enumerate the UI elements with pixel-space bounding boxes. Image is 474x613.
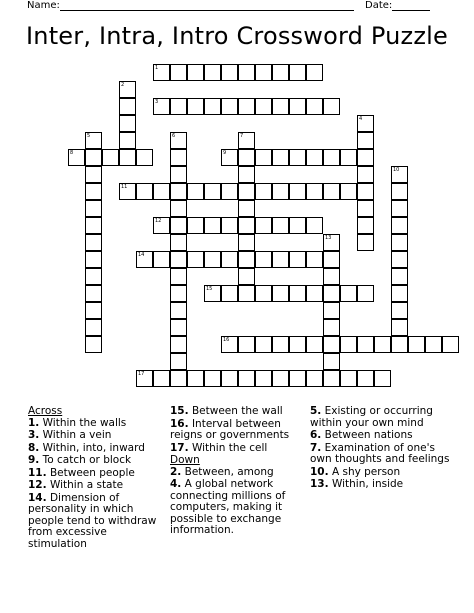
grid-cell[interactable] [238, 234, 255, 251]
clue-number: 15 [206, 286, 213, 292]
grid-cell[interactable] [170, 98, 187, 115]
grid-cell[interactable] [119, 149, 136, 166]
clue-item [170, 419, 306, 442]
clue-item [170, 467, 306, 479]
grid-cell[interactable] [136, 183, 153, 200]
grid-cell[interactable] [204, 251, 221, 268]
clue-item [28, 418, 168, 430]
grid-cell[interactable] [170, 200, 187, 217]
clue-item [28, 468, 168, 480]
clue-item-text: Within the cell [188, 441, 268, 454]
grid-cell[interactable] [374, 336, 391, 353]
clue-item [28, 455, 168, 467]
grid-cell[interactable] [289, 183, 306, 200]
grid-cell[interactable] [357, 234, 374, 251]
grid-cell[interactable] [221, 64, 238, 81]
grid-cell[interactable] [85, 302, 102, 319]
grid-cell[interactable] [323, 302, 340, 319]
clue-number: 8 [70, 150, 74, 156]
grid-cell[interactable] [85, 234, 102, 251]
grid-cell[interactable] [68, 149, 85, 166]
grid-cell[interactable] [153, 183, 170, 200]
grid-cell[interactable] [238, 336, 255, 353]
clue-item [28, 430, 168, 442]
page-title: Inter, Intra, Intro Crossword Puzzle [26, 22, 448, 50]
grid-cell[interactable] [391, 183, 408, 200]
clues-column-3 [310, 406, 450, 492]
grid-cell[interactable] [289, 251, 306, 268]
clue-number: 12 [155, 218, 162, 224]
clue-item-text: A global network connecting millions of computers, making it possible to exchange information. [170, 478, 286, 536]
grid-cell[interactable] [306, 64, 323, 81]
clue-number: 9 [223, 150, 227, 156]
grid-cell[interactable] [391, 251, 408, 268]
grid-cell[interactable] [306, 251, 323, 268]
grid-cell[interactable] [102, 149, 119, 166]
grid-cell[interactable] [170, 319, 187, 336]
grid-cell[interactable] [221, 217, 238, 234]
grid-cell[interactable] [238, 132, 255, 149]
grid-cell[interactable] [357, 149, 374, 166]
grid-cell[interactable] [238, 370, 255, 387]
grid-cell[interactable] [340, 183, 357, 200]
clue-number: 3 [155, 99, 159, 105]
grid-cell[interactable] [170, 285, 187, 302]
grid-cell[interactable] [221, 336, 238, 353]
grid-cell[interactable] [170, 353, 187, 370]
grid-cell[interactable] [255, 64, 272, 81]
grid-cell[interactable] [306, 336, 323, 353]
name-label: Name: [27, 0, 60, 11]
grid-cell[interactable] [170, 370, 187, 387]
grid-cell[interactable] [85, 217, 102, 234]
grid-cell[interactable] [170, 251, 187, 268]
grid-cell[interactable] [238, 217, 255, 234]
grid-cell[interactable] [255, 149, 272, 166]
clue-item-number: 1. [28, 416, 40, 429]
grid-cell[interactable] [323, 370, 340, 387]
clue-item [28, 443, 168, 455]
clue-item-number: 12. [28, 479, 47, 491]
clue-item-number: 9. [28, 454, 40, 466]
grid-cell[interactable] [357, 183, 374, 200]
grid-cell[interactable] [255, 98, 272, 115]
grid-cell[interactable] [170, 149, 187, 166]
clue-item-number: 11. [28, 466, 47, 479]
grid-cell[interactable] [170, 166, 187, 183]
grid-cell[interactable] [323, 98, 340, 115]
clue-item [170, 443, 306, 455]
grid-cell[interactable] [323, 285, 340, 302]
across-heading: Across [28, 405, 63, 417]
grid-cell[interactable] [340, 149, 357, 166]
clue-number: 16 [223, 337, 230, 343]
grid-cell[interactable] [221, 251, 238, 268]
grid-cell[interactable] [85, 132, 102, 149]
grid-cell[interactable] [323, 251, 340, 268]
grid-cell[interactable] [238, 268, 255, 285]
grid-cell[interactable] [119, 98, 136, 115]
grid-cell[interactable] [306, 285, 323, 302]
grid-cell[interactable] [85, 166, 102, 183]
clue-item-number: 3. [28, 429, 40, 441]
grid-cell[interactable] [238, 183, 255, 200]
grid-cell[interactable] [238, 285, 255, 302]
grid-cell[interactable] [272, 217, 289, 234]
grid-cell[interactable] [119, 183, 136, 200]
grid-cell[interactable] [221, 98, 238, 115]
grid-cell[interactable] [255, 183, 272, 200]
grid-cell[interactable] [306, 370, 323, 387]
clue-number: 2 [121, 82, 125, 88]
grid-cell[interactable] [289, 64, 306, 81]
grid-cell[interactable] [170, 336, 187, 353]
grid-cell[interactable] [136, 251, 153, 268]
grid-cell[interactable] [255, 285, 272, 302]
grid-cell[interactable] [170, 64, 187, 81]
clue-item-number: 16. [170, 417, 189, 430]
clue-item-text: Between, among [181, 465, 274, 478]
grid-cell[interactable] [153, 370, 170, 387]
grid-cell[interactable] [170, 132, 187, 149]
clue-item-text: Within a state [46, 479, 124, 491]
grid-cell[interactable] [357, 132, 374, 149]
grid-cell[interactable] [170, 183, 187, 200]
clues-column-2 [170, 406, 306, 538]
clue-item-number: 13. [310, 478, 329, 490]
grid-cell[interactable] [340, 336, 357, 353]
grid-cell[interactable] [323, 336, 340, 353]
grid-cell[interactable] [136, 149, 153, 166]
grid-cell[interactable] [357, 115, 374, 132]
grid-cell[interactable] [221, 183, 238, 200]
clue-item-text: Examination of one's own thoughts and feelings [310, 441, 450, 465]
clue-item [170, 406, 306, 418]
grid-cell[interactable] [340, 370, 357, 387]
grid-cell[interactable] [255, 217, 272, 234]
grid-cell[interactable] [289, 336, 306, 353]
clue-item-text: To catch or block [39, 454, 132, 466]
grid-cell[interactable] [391, 285, 408, 302]
grid-cell[interactable] [170, 268, 187, 285]
grid-cell[interactable] [85, 319, 102, 336]
grid-cell[interactable] [357, 370, 374, 387]
grid-cell[interactable] [357, 217, 374, 234]
grid-cell[interactable] [323, 183, 340, 200]
clue-item-number: 14. [28, 491, 47, 504]
grid-cell[interactable] [85, 268, 102, 285]
grid-cell[interactable] [391, 200, 408, 217]
grid-cell[interactable] [153, 64, 170, 81]
clue-number: 1 [155, 65, 159, 71]
clue-item [310, 443, 450, 466]
grid-cell[interactable] [323, 149, 340, 166]
grid-cell[interactable] [357, 285, 374, 302]
grid-cell[interactable] [289, 149, 306, 166]
grid-cell[interactable] [238, 149, 255, 166]
grid-cell[interactable] [238, 98, 255, 115]
grid-cell[interactable] [272, 285, 289, 302]
grid-cell[interactable] [442, 336, 459, 353]
grid-cell[interactable] [306, 183, 323, 200]
clue-item-text: Within, into, inward [39, 441, 145, 454]
grid-cell[interactable] [272, 183, 289, 200]
clue-number: 17 [138, 371, 145, 377]
grid-cell[interactable] [187, 98, 204, 115]
clue-item [28, 493, 168, 551]
clue-item-text: Within, inside [328, 478, 404, 490]
clue-item-number: 8. [28, 441, 40, 454]
clue-item-text: Between the wall [188, 405, 283, 417]
grid-cell[interactable] [221, 370, 238, 387]
clue-item-number: 2. [170, 465, 182, 478]
clue-item-number: 4. [170, 478, 182, 490]
clue-item [310, 479, 450, 491]
clue-item-text: Dimension of personality in which people tend to withdraw from excessive stimulation [28, 491, 157, 550]
clue-item-text: A shy person [328, 465, 401, 478]
grid-cell[interactable] [391, 217, 408, 234]
clue-item [170, 479, 306, 537]
clue-item-number: 6. [310, 429, 322, 441]
grid-cell[interactable] [425, 336, 442, 353]
clue-item-text: Between nations [321, 429, 413, 441]
grid-cell[interactable] [272, 251, 289, 268]
grid-cell[interactable] [119, 81, 136, 98]
grid-cell[interactable] [204, 370, 221, 387]
grid-cell[interactable] [306, 98, 323, 115]
grid-cell[interactable] [119, 115, 136, 132]
grid-cell[interactable] [238, 166, 255, 183]
grid-cell[interactable] [136, 370, 153, 387]
down-heading: Down [170, 454, 200, 466]
grid-cell[interactable] [204, 183, 221, 200]
grid-cell[interactable] [391, 319, 408, 336]
grid-cell[interactable] [85, 251, 102, 268]
clue-item-number: 17. [170, 441, 189, 454]
grid-cell[interactable] [289, 98, 306, 115]
clue-item [28, 480, 168, 492]
grid-cell[interactable] [272, 64, 289, 81]
grid-cell[interactable] [170, 217, 187, 234]
grid-cell[interactable] [289, 217, 306, 234]
clue-item-number: 5. [310, 405, 322, 417]
grid-cell[interactable] [306, 149, 323, 166]
grid-cell[interactable] [323, 353, 340, 370]
clue-number: 10 [393, 167, 400, 173]
grid-cell[interactable] [170, 302, 187, 319]
grid-cell[interactable] [255, 370, 272, 387]
grid-cell[interactable] [204, 217, 221, 234]
grid-cell[interactable] [391, 302, 408, 319]
grid-cell[interactable] [374, 370, 391, 387]
grid-cell[interactable] [289, 370, 306, 387]
grid-cell[interactable] [85, 149, 102, 166]
grid-cell[interactable] [238, 64, 255, 81]
grid-cell[interactable] [357, 166, 374, 183]
grid-cell[interactable] [272, 98, 289, 115]
clue-number: 4 [359, 116, 363, 122]
grid-cell[interactable] [238, 251, 255, 268]
grid-cell[interactable] [391, 268, 408, 285]
clue-item [310, 467, 450, 479]
clues-column-1 [28, 406, 168, 551]
grid-cell[interactable] [272, 149, 289, 166]
grid-cell[interactable] [272, 370, 289, 387]
clue-item-text: Between people [46, 466, 135, 479]
clue-number: 7 [240, 133, 244, 139]
grid-cell[interactable] [187, 64, 204, 81]
grid-cell[interactable] [255, 336, 272, 353]
grid-cell[interactable] [306, 217, 323, 234]
clue-item [310, 406, 450, 429]
grid-cell[interactable] [170, 234, 187, 251]
grid-cell[interactable] [221, 149, 238, 166]
grid-cell[interactable] [238, 200, 255, 217]
date-label: Date: [365, 0, 393, 11]
grid-cell[interactable] [85, 336, 102, 353]
grid-cell[interactable] [340, 285, 357, 302]
grid-cell[interactable] [187, 251, 204, 268]
grid-cell[interactable] [204, 98, 221, 115]
grid-cell[interactable] [357, 336, 374, 353]
grid-cell[interactable] [272, 336, 289, 353]
clue-item-text: Interval between reigns or governments [170, 417, 290, 441]
clue-number: 5 [87, 133, 91, 139]
grid-cell[interactable] [357, 200, 374, 217]
clue-item-number: 10. [310, 465, 329, 478]
grid-cell[interactable] [204, 285, 221, 302]
grid-cell[interactable] [323, 268, 340, 285]
clue-number: 13 [325, 235, 332, 241]
grid-cell[interactable] [323, 319, 340, 336]
grid-cell[interactable] [221, 285, 238, 302]
grid-cell[interactable] [391, 166, 408, 183]
grid-cell[interactable] [187, 217, 204, 234]
clue-item [310, 430, 450, 442]
grid-cell[interactable] [85, 200, 102, 217]
grid-cell[interactable] [204, 64, 221, 81]
clue-item-number: 7. [310, 441, 322, 454]
clue-number: 6 [172, 133, 176, 139]
grid-cell[interactable] [323, 234, 340, 251]
grid-cell[interactable] [187, 183, 204, 200]
grid-cell[interactable] [153, 217, 170, 234]
grid-cell[interactable] [187, 370, 204, 387]
clue-item-text: Within a vein [39, 429, 112, 441]
grid-cell[interactable] [85, 285, 102, 302]
clue-number: 14 [138, 252, 145, 258]
clue-number: 11 [121, 184, 128, 190]
grid-cell[interactable] [153, 98, 170, 115]
grid-cell[interactable] [153, 251, 170, 268]
grid-cell[interactable] [391, 336, 408, 353]
grid-cell[interactable] [289, 285, 306, 302]
grid-cell[interactable] [391, 234, 408, 251]
clue-item-text: Existing or occurring within your own mind [310, 405, 433, 429]
clue-item-number: 15. [170, 405, 189, 417]
grid-cell[interactable] [85, 183, 102, 200]
clue-item-text: Within the walls [39, 416, 127, 429]
grid-cell[interactable] [255, 251, 272, 268]
grid-cell[interactable] [119, 132, 136, 149]
grid-cell[interactable] [408, 336, 425, 353]
